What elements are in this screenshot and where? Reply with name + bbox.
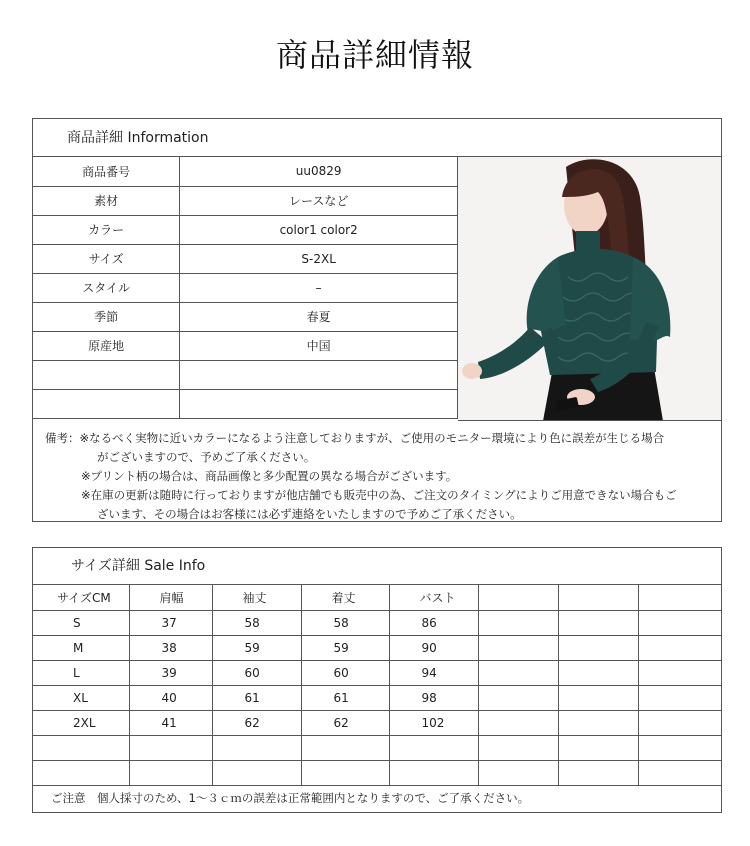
size-cell: 59	[212, 635, 301, 660]
size-cell	[301, 735, 389, 760]
info-key: カラー	[33, 215, 180, 244]
info-key: 素材	[33, 186, 180, 215]
note-line: 備考：※なるべく実物に近いカラーになるよう注意しておりますが、ご使用のモニター環境により色に誤差が生じる場合	[45, 431, 665, 445]
size-cell: 90	[389, 635, 478, 660]
size-cell	[389, 760, 478, 785]
size-column-header	[558, 585, 638, 610]
size-cell	[638, 610, 721, 635]
size-cell: 41	[129, 710, 212, 735]
size-row	[33, 710, 721, 735]
size-cell	[558, 710, 638, 735]
size-cell	[478, 660, 558, 685]
size-cell: 38	[129, 635, 212, 660]
size-info-box	[32, 547, 722, 813]
info-value: color1 color2	[180, 215, 458, 244]
size-cell	[212, 735, 301, 760]
info-key: 季節	[33, 302, 180, 331]
size-cell	[389, 735, 478, 760]
size-cell	[558, 660, 638, 685]
info-key: サイズ	[33, 244, 180, 273]
size-column-header	[638, 585, 721, 610]
info-value: 中国	[180, 331, 458, 360]
info-row	[33, 331, 458, 360]
size-cell: 58	[212, 610, 301, 635]
size-cell: 59	[301, 635, 389, 660]
size-cell	[558, 760, 638, 785]
size-note: ご注意 個人採寸のため、1～３ｃｍの誤差は正常範囲内となりますので、ご了承ください。	[51, 791, 530, 805]
info-row	[33, 244, 458, 273]
info-key	[33, 389, 180, 418]
size-cell: 62	[301, 710, 389, 735]
size-row	[33, 685, 721, 710]
info-value: 春夏	[180, 302, 458, 331]
size-cell: 60	[212, 660, 301, 685]
notes	[45, 429, 717, 524]
model-blouse-illustration	[458, 157, 721, 421]
info-row	[33, 302, 458, 331]
size-cell: M	[33, 635, 129, 660]
info-key: スタイル	[33, 273, 180, 302]
size-cell: 61	[301, 685, 389, 710]
size-row	[33, 760, 721, 785]
info-table	[33, 157, 458, 419]
size-header: サイズ詳細 Sale Info	[33, 548, 721, 585]
size-cell: XL	[33, 685, 129, 710]
info-value: S-2XL	[180, 244, 458, 273]
info-value	[180, 360, 458, 389]
size-cell	[638, 685, 721, 710]
size-cell: 98	[389, 685, 478, 710]
product-info-box	[32, 118, 722, 522]
size-cell	[478, 760, 558, 785]
info-row	[33, 389, 458, 418]
size-cell: 60	[301, 660, 389, 685]
size-cell	[212, 760, 301, 785]
size-cell	[638, 710, 721, 735]
size-cell	[638, 660, 721, 685]
info-key: 原産地	[33, 331, 180, 360]
size-cell: 102	[389, 710, 478, 735]
info-value	[180, 389, 458, 418]
size-table	[33, 585, 721, 786]
info-row	[33, 215, 458, 244]
size-cell: 2XL	[33, 710, 129, 735]
note-line: がございますので、予めご了承ください。	[97, 450, 316, 464]
product-photo	[458, 157, 721, 421]
size-cell: 40	[129, 685, 212, 710]
size-cell	[478, 735, 558, 760]
size-cell: 37	[129, 610, 212, 635]
size-cell	[478, 635, 558, 660]
size-cell	[129, 735, 212, 760]
info-row	[33, 186, 458, 215]
page-title: 商品詳細情報	[275, 36, 474, 74]
size-cell: 86	[389, 610, 478, 635]
size-cell	[301, 760, 389, 785]
size-column-header: 袖丈	[212, 585, 301, 610]
size-column-header: バスト	[389, 585, 478, 610]
size-cell	[558, 610, 638, 635]
size-cell	[558, 735, 638, 760]
note-line: ※プリント柄の場合は、商品画像と多少配置の異なる場合がございます。	[81, 469, 458, 483]
size-header-row	[33, 585, 721, 610]
info-key: 商品番号	[33, 157, 180, 186]
size-cell	[558, 685, 638, 710]
size-cell	[478, 710, 558, 735]
size-column-header: サイズCM	[33, 585, 129, 610]
info-row	[33, 360, 458, 389]
info-key	[33, 360, 180, 389]
size-cell	[129, 760, 212, 785]
size-row	[33, 635, 721, 660]
size-column-header: 肩幅	[129, 585, 212, 610]
size-cell: L	[33, 660, 129, 685]
size-column-header	[478, 585, 558, 610]
size-cell	[33, 760, 129, 785]
info-value: レースなど	[180, 186, 458, 215]
size-cell: 62	[212, 710, 301, 735]
info-row	[33, 157, 458, 186]
size-cell: 94	[389, 660, 478, 685]
size-cell: 61	[212, 685, 301, 710]
size-cell	[33, 735, 129, 760]
size-column-header: 着丈	[301, 585, 389, 610]
size-row	[33, 610, 721, 635]
size-cell	[478, 610, 558, 635]
size-cell	[638, 635, 721, 660]
size-cell	[638, 735, 721, 760]
size-cell: 58	[301, 610, 389, 635]
size-cell	[638, 760, 721, 785]
size-cell	[558, 635, 638, 660]
size-row	[33, 735, 721, 760]
note-line: ざいます、その場合はお客様には必ず連絡をいたしますので予めご了承ください。	[97, 507, 522, 521]
size-cell: 39	[129, 660, 212, 685]
size-cell	[478, 685, 558, 710]
note-line: ※在庫の更新は随時に行っておりますが他店舗でも販売中の為、ご注文のタイミングによりご用意できない場合もご	[81, 488, 677, 502]
info-row	[33, 273, 458, 302]
size-row	[33, 660, 721, 685]
info-value: –	[180, 273, 458, 302]
info-value: uu0829	[180, 157, 458, 186]
info-header: 商品詳細 Information	[33, 119, 721, 157]
size-cell: S	[33, 610, 129, 635]
